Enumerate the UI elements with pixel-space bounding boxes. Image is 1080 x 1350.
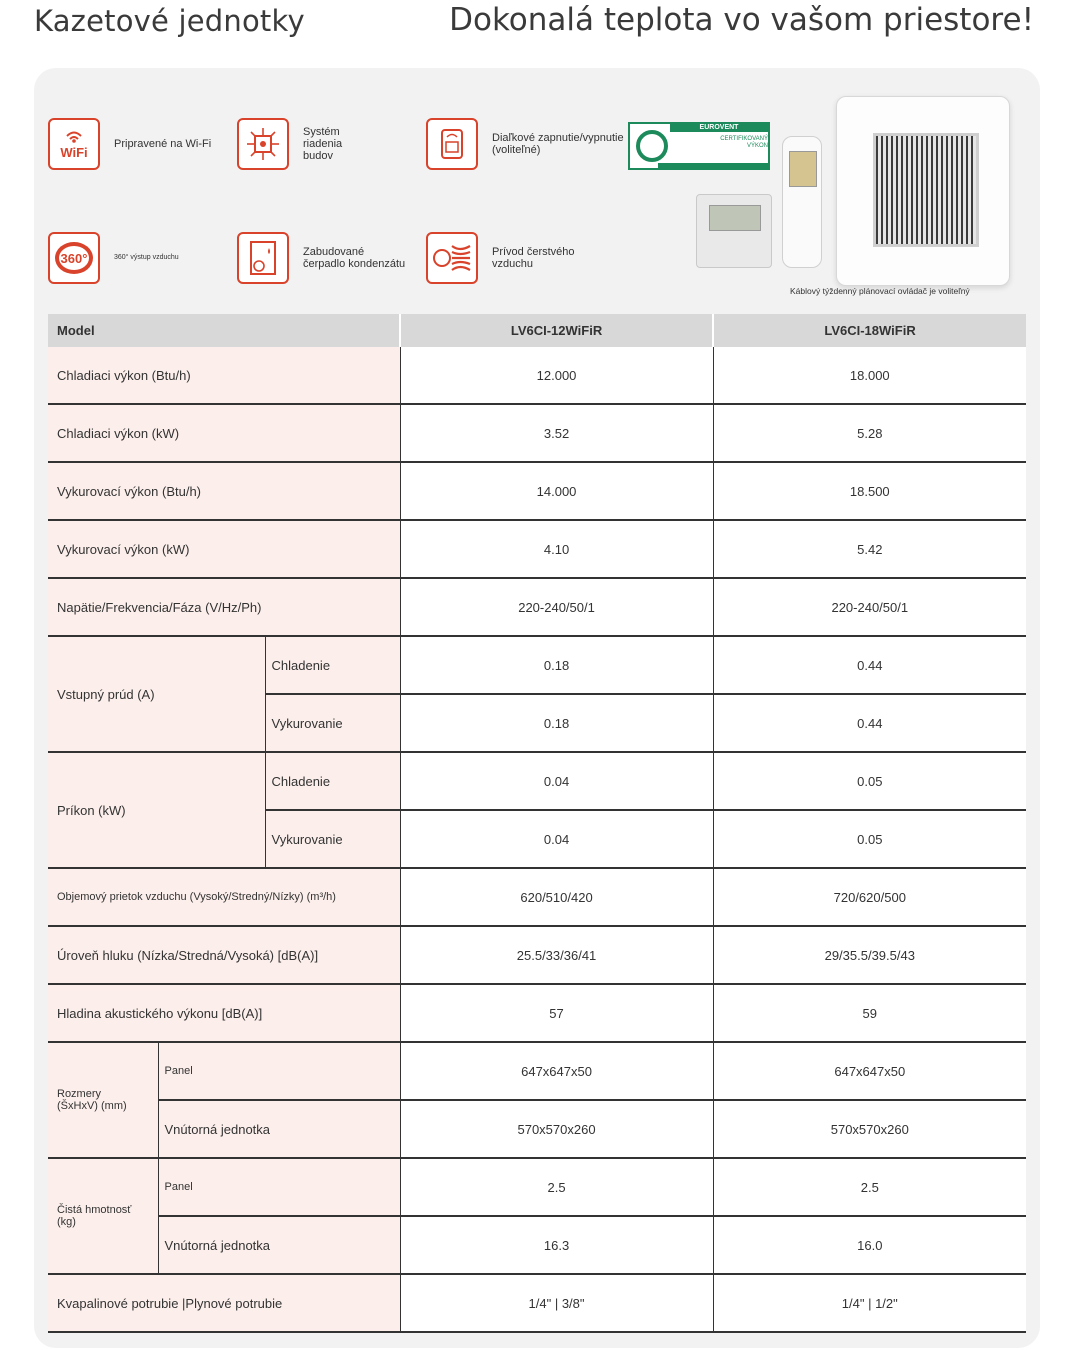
row-value-12: 620/510/420 <box>400 868 713 926</box>
feature-label: Diaľkové zapnutie/vypnutie (voliteľné) <box>492 132 624 156</box>
row-sub-label: Vykurovanie <box>265 810 400 868</box>
eurovent-band <box>670 124 768 132</box>
feature-label: Systém riadenia budov <box>303 126 343 162</box>
row-value-12: 0.18 <box>400 694 713 752</box>
table-row <box>48 636 1026 694</box>
table-row <box>48 984 1026 1042</box>
fresh-air-icon <box>426 232 478 284</box>
remote-screen <box>789 151 817 187</box>
row-value-12: 2.5 <box>400 1158 713 1216</box>
remote-switch-icon <box>426 118 478 170</box>
feature-label: Zabudované čerpadlo kondenzátu <box>303 246 406 270</box>
table-row <box>48 1042 1026 1100</box>
row-value-12: 1/4" | 3/8" <box>400 1274 713 1332</box>
wifi-icon-text: WiFi <box>60 145 88 160</box>
row-value-12: 0.04 <box>400 752 713 810</box>
row-value-18: 59 <box>713 984 1026 1042</box>
airflow-360-text: 360° <box>60 251 88 266</box>
page-title: Kazetové jednotky <box>34 4 305 38</box>
header-model: Model <box>48 314 400 347</box>
row-label: Vykurovací výkon (Btu/h) <box>48 462 400 520</box>
controller-caption: Káblový týždenný plánovací ovládač je voliteľný <box>790 286 970 296</box>
row-value-12: 570x570x260 <box>400 1100 713 1158</box>
table-row <box>48 404 1026 462</box>
row-sub-label: Panel <box>158 1042 400 1100</box>
table-row <box>48 1158 1026 1216</box>
wifi-icon <box>48 118 100 170</box>
table-row <box>48 752 1026 810</box>
row-sub-label: Chladenie <box>265 752 400 810</box>
eurovent-cert-text: CERTIFIKOVANÝ VÝKON <box>720 136 768 149</box>
table-row <box>48 868 1026 926</box>
table-row <box>48 462 1026 520</box>
building-control-icon <box>237 118 289 170</box>
row-sub-label: Chladenie <box>265 636 400 694</box>
row-value-18: 18.000 <box>713 347 1026 404</box>
row-group-label: Príkon (kW) <box>48 752 265 868</box>
feature-remote-switch <box>426 118 624 170</box>
eurovent-badge <box>628 122 770 170</box>
row-sub-label: Vnútorná jednotka <box>158 1216 400 1274</box>
wall-controller-image <box>696 194 772 268</box>
table-row <box>48 1274 1026 1332</box>
row-group-label: Čistá hmotnosť (kg) <box>48 1158 158 1274</box>
row-value-18: 29/35.5/39.5/43 <box>713 926 1026 984</box>
row-value-12: 12.000 <box>400 347 713 404</box>
table-row <box>48 578 1026 636</box>
row-value-18: 220-240/50/1 <box>713 578 1026 636</box>
feature-label: Prívod čerstvého vzduchu <box>492 246 575 270</box>
row-value-18: 0.05 <box>713 752 1026 810</box>
header-model-18: LV6CI-18WiFiR <box>713 314 1026 347</box>
eurovent-logo-icon <box>636 130 668 162</box>
row-label: Kvapalinové potrubie |Plynové potrubie <box>48 1274 400 1332</box>
row-value-12: 4.10 <box>400 520 713 578</box>
row-value-12: 647x647x50 <box>400 1042 713 1100</box>
feature-label: 360° výstup vzduchu <box>114 254 179 261</box>
table-row <box>48 347 1026 404</box>
row-value-18: 720/620/500 <box>713 868 1026 926</box>
row-value-18: 0.44 <box>713 694 1026 752</box>
cassette-unit-image <box>836 96 1010 286</box>
row-value-18: 5.42 <box>713 520 1026 578</box>
airflow-360-icon <box>48 232 100 284</box>
row-group-label: Vstupný prúd (A) <box>48 636 265 752</box>
table-row <box>48 1100 1026 1158</box>
row-value-12: 0.18 <box>400 636 713 694</box>
row-value-12: 220-240/50/1 <box>400 578 713 636</box>
table-row <box>48 926 1026 984</box>
table-row <box>48 520 1026 578</box>
feature-fresh-air <box>426 232 575 284</box>
row-value-12: 25.5/33/36/41 <box>400 926 713 984</box>
table-header-row <box>48 314 1026 347</box>
feature-building-control <box>237 118 342 170</box>
table-row <box>48 1216 1026 1274</box>
row-label: Objemový prietok vzduchu (Vysoký/Stredný/Nízky) (m³/h) <box>48 868 400 926</box>
row-group-label: Rozmery (ŠxHxV) (mm) <box>48 1042 158 1158</box>
row-value-18: 16.0 <box>713 1216 1026 1274</box>
row-label: Hladina akustického výkonu [dB(A)] <box>48 984 400 1042</box>
row-value-18: 570x570x260 <box>713 1100 1026 1158</box>
row-label: Chladiaci výkon (kW) <box>48 404 400 462</box>
eurovent-bottom-band <box>658 163 768 168</box>
row-value-18: 647x647x50 <box>713 1042 1026 1100</box>
row-value-12: 14.000 <box>400 462 713 520</box>
row-value-18: 0.44 <box>713 636 1026 694</box>
row-sub-label: Vnútorná jednotka <box>158 1100 400 1158</box>
feature-label: Pripravené na Wi-Fi <box>114 138 212 150</box>
header-model-12: LV6CI-12WiFiR <box>400 314 713 347</box>
row-value-12: 0.04 <box>400 810 713 868</box>
row-value-18: 2.5 <box>713 1158 1026 1216</box>
feature-wifi <box>48 118 211 170</box>
controller-screen <box>709 205 761 231</box>
row-sub-label: Panel <box>158 1158 400 1216</box>
feature-360-airflow <box>48 232 179 284</box>
page-slogan: Dokonalá teplota vo vašom priestore! <box>449 2 1034 38</box>
cassette-grille <box>873 133 979 247</box>
row-sub-label: Vykurovanie <box>265 694 400 752</box>
spec-table <box>48 314 1026 1333</box>
row-label: Napätie/Frekvencia/Fáza (V/Hz/Ph) <box>48 578 400 636</box>
row-value-12: 57 <box>400 984 713 1042</box>
row-value-18: 0.05 <box>713 810 1026 868</box>
eurovent-name: EUROVENT <box>699 124 739 131</box>
row-value-12: 16.3 <box>400 1216 713 1274</box>
condensate-pump-icon <box>237 232 289 284</box>
feature-condensate-pump <box>237 232 405 284</box>
row-label: Úroveň hluku (Nízka/Stredná/Vysoká) [dB(A)] <box>48 926 400 984</box>
row-value-18: 1/4" | 1/2" <box>713 1274 1026 1332</box>
row-label: Chladiaci výkon (Btu/h) <box>48 347 400 404</box>
row-value-12: 3.52 <box>400 404 713 462</box>
remote-control-image <box>782 136 822 268</box>
row-value-18: 5.28 <box>713 404 1026 462</box>
row-label: Vykurovací výkon (kW) <box>48 520 400 578</box>
row-value-18: 18.500 <box>713 462 1026 520</box>
